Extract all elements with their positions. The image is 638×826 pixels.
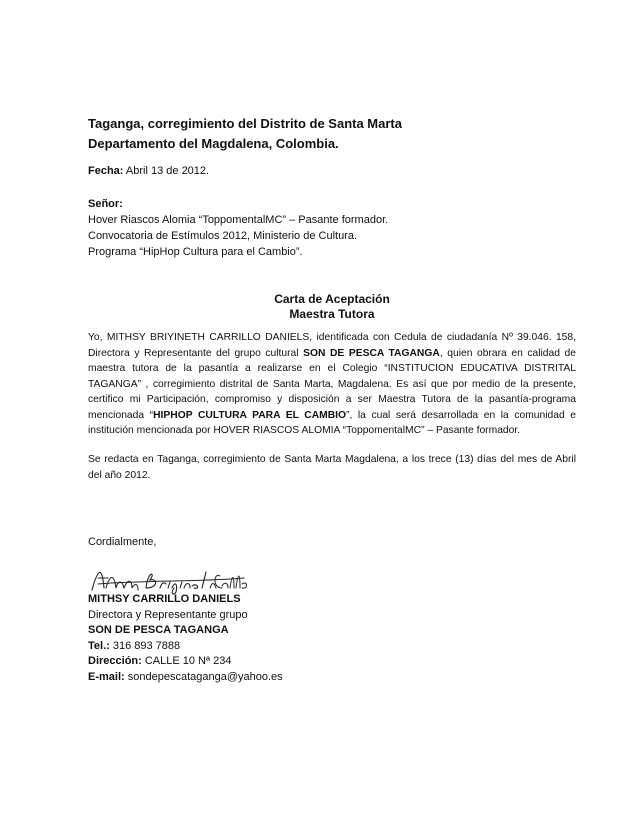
p1-bold-group-name: SON DE PESCA TAGANGA <box>303 347 440 359</box>
date-value: Abril 13 de 2012. <box>125 165 210 177</box>
heading-line-2: Departamento del Magdalena, Colombia. <box>88 136 339 151</box>
p1-part-3: ”, la cual será desarrollada en la comunidad e institución mencionada por HOVER RIASCOS ALOMIA “ToppomentalMC” – Pasante formador. <box>88 409 576 436</box>
tel-value: 316 893 7888 <box>112 639 181 652</box>
body-paragraph-1 <box>88 330 576 439</box>
recipient-line-1: Hover Riascos Alomia “ToppomentalMC” – Pasante formador. <box>88 214 389 226</box>
signature-block <box>88 592 283 685</box>
title-line-2: Maestra Tutora <box>289 307 375 321</box>
recipient-line-2: Convocatoria de Estímulos 2012, Ministerio de Cultura. <box>88 230 358 242</box>
signer-name: MITHSY CARRILLO DANIELS <box>88 593 241 605</box>
date-line <box>88 164 209 178</box>
tel-label: Tel.: <box>88 639 110 652</box>
title-line-1: Carta de Aceptación <box>274 292 390 306</box>
body-paragraph-2: Se redacta en Taganga, corregimiento de Santa Marta Magdalena, a los trece (13) días del mes de Abril del año 2012. <box>88 454 576 481</box>
letter-title <box>88 292 576 322</box>
address-label: Dirección: <box>88 655 142 667</box>
signer-group: SON DE PESCA TAGANGA <box>88 624 229 636</box>
address-value: CALLE 10 Nª 234 <box>144 655 232 667</box>
p1-part-2: , quien obrara en calidad de maestra tutora de la pasantía a realizarse en el Colegio “INSTITUCION EDUCATIVA DISTRITAL TAGANGA” , corregimiento distrital de Santa Marta, Magdalena. Es así que por medio de la presente, certifico mi Participación, compromiso y disposición a ser Maestra Tutora de la pasantía-programa mencionada “ <box>88 347 576 421</box>
tel-line <box>88 639 283 655</box>
closing: Cordialmente, <box>88 536 157 548</box>
recipient-block <box>88 196 388 260</box>
date-label: Fecha: <box>88 165 124 177</box>
handwritten-signature <box>88 560 248 596</box>
p1-part-1: Yo, MITHSY BRIYINETH CARRILLO DANIELS, identificada con Cedula de ciudadanía Nº 39.046. 158, Directora y Representante del grupo cultural <box>88 332 576 359</box>
email-value: sondepescataganga@yahoo.es <box>127 670 283 683</box>
signer-role: Directora y Representante grupo <box>88 608 248 621</box>
recipient-label: Señor: <box>88 198 123 210</box>
heading-line-1: Taganga, corregimiento del Distrito de Santa Marta <box>88 116 402 131</box>
recipient-line-3: Programa “HipHop Cultura para el Cambio”. <box>88 246 303 258</box>
email-label: E-mail: <box>88 670 125 683</box>
p1-bold-program-name: HIPHOP CULTURA PARA EL CAMBIO <box>153 409 347 421</box>
letter-heading <box>88 114 402 154</box>
email-line <box>88 670 283 686</box>
address-line <box>88 654 283 670</box>
